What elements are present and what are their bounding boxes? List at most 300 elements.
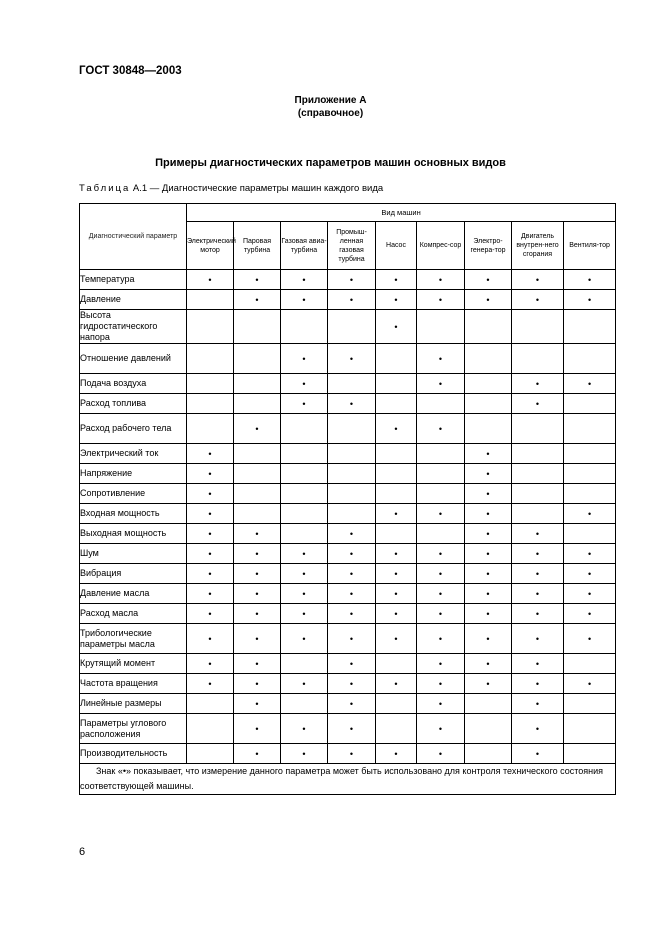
empty-cell — [234, 394, 281, 414]
empty-cell — [234, 444, 281, 464]
empty-cell — [376, 654, 417, 674]
bullet-mark: • — [438, 748, 443, 759]
bullet-mark: • — [255, 698, 259, 709]
table-row — [80, 694, 616, 714]
empty-cell — [281, 414, 328, 444]
applicable-mark-cell — [187, 544, 234, 564]
bullet-mark: • — [394, 548, 398, 559]
empty-cell — [376, 524, 417, 544]
empty-cell — [564, 414, 616, 444]
applicable-mark-cell — [564, 544, 616, 564]
empty-cell — [376, 394, 417, 414]
bullet-mark: • — [535, 274, 540, 285]
bullet-mark: • — [208, 608, 212, 619]
applicable-mark-cell — [376, 624, 417, 654]
bullet-mark: • — [349, 274, 354, 285]
applicable-mark-cell — [234, 544, 281, 564]
applicable-mark-cell — [512, 564, 564, 584]
bullet-mark: • — [486, 548, 490, 559]
applicable-mark-cell — [187, 624, 234, 654]
bullet-mark: • — [394, 678, 398, 689]
applicable-mark-cell — [281, 374, 328, 394]
applicable-mark-cell — [512, 674, 564, 694]
bullet-mark: • — [302, 274, 306, 285]
table-row — [80, 270, 616, 290]
empty-cell — [512, 344, 564, 374]
parameter-name-cell: Крутящий момент — [80, 654, 187, 674]
parameter-name-cell: Электрический ток — [80, 444, 187, 464]
applicable-mark-cell — [281, 604, 328, 624]
appendix-note: (справочное) — [297, 108, 364, 119]
empty-cell — [281, 694, 328, 714]
bullet-mark: • — [394, 568, 398, 579]
bullet-mark: • — [535, 548, 540, 559]
empty-cell — [417, 524, 465, 544]
empty-cell — [512, 310, 564, 344]
applicable-mark-cell — [512, 544, 564, 564]
bullet-mark: • — [349, 658, 354, 669]
applicable-mark-cell — [564, 674, 616, 694]
bullet-mark: • — [394, 274, 398, 285]
bullet-mark: • — [535, 608, 540, 619]
applicable-mark-cell — [234, 674, 281, 694]
applicable-mark-cell — [417, 654, 465, 674]
empty-cell — [281, 444, 328, 464]
applicable-mark-cell — [376, 744, 417, 764]
applicable-mark-cell — [234, 414, 281, 444]
bullet-mark: • — [394, 748, 398, 759]
applicable-mark-cell — [281, 744, 328, 764]
parameter-name-cell: Трибологические параметры масла — [80, 624, 187, 654]
applicable-mark-cell — [187, 654, 234, 674]
applicable-mark-cell — [234, 624, 281, 654]
applicable-mark-cell — [512, 604, 564, 624]
applicable-mark-cell — [465, 564, 512, 584]
bullet-mark: • — [302, 588, 306, 599]
bullet-mark: • — [349, 633, 354, 644]
machine-type-header: Паровая турбина — [234, 222, 281, 270]
applicable-mark-cell — [564, 584, 616, 604]
machine-type-header: Электро-генера-тор — [465, 222, 512, 270]
applicable-mark-cell — [328, 624, 376, 654]
bullet-mark: • — [349, 398, 354, 409]
applicable-mark-cell — [187, 504, 234, 524]
empty-cell — [281, 524, 328, 544]
applicable-mark-cell — [281, 564, 328, 584]
bullet-mark: • — [208, 508, 212, 519]
bullet-mark: • — [587, 508, 592, 519]
empty-cell — [564, 524, 616, 544]
empty-cell — [281, 484, 328, 504]
bullet-mark: • — [302, 378, 306, 389]
bullet-mark: • — [349, 698, 354, 709]
bullet-mark: • — [302, 548, 306, 559]
bullet-mark: • — [438, 378, 443, 389]
empty-cell — [417, 444, 465, 464]
param-column-header: Диагностический параметр — [80, 204, 187, 270]
table-row — [80, 394, 616, 414]
table-row — [80, 564, 616, 584]
applicable-mark-cell — [417, 744, 465, 764]
bullet-mark: • — [255, 528, 259, 539]
table-header — [80, 204, 616, 270]
bullet-mark: • — [535, 378, 540, 389]
applicable-mark-cell — [564, 270, 616, 290]
parameter-name-cell: Шум — [80, 544, 187, 564]
empty-cell — [564, 310, 616, 344]
empty-cell — [187, 374, 234, 394]
bullet-mark: • — [302, 398, 306, 409]
applicable-mark-cell — [376, 584, 417, 604]
machine-type-header: Двигатель внутрен-него сгорания — [512, 222, 564, 270]
applicable-mark-cell — [417, 344, 465, 374]
bullet-mark: • — [535, 698, 540, 709]
table-row — [80, 544, 616, 564]
empty-cell — [281, 654, 328, 674]
applicable-mark-cell — [234, 744, 281, 764]
parameter-name-cell: Напряжение — [80, 464, 187, 484]
table-row — [80, 374, 616, 394]
bullet-mark: • — [394, 508, 398, 519]
applicable-mark-cell — [281, 394, 328, 414]
empty-cell — [417, 464, 465, 484]
applicable-mark-cell — [512, 654, 564, 674]
appendix-title: Приложение А — [294, 95, 367, 106]
bullet-mark: • — [208, 548, 212, 559]
applicable-mark-cell — [234, 714, 281, 744]
bullet-mark: • — [587, 378, 592, 389]
bullet-mark: • — [535, 633, 540, 644]
applicable-mark-cell — [376, 270, 417, 290]
bullet-mark: • — [535, 528, 540, 539]
section-title: Примеры диагностических параметров машин основных видов — [155, 157, 506, 169]
applicable-mark-cell — [564, 374, 616, 394]
bullet-mark: • — [535, 678, 540, 689]
applicable-mark-cell — [417, 374, 465, 394]
bullet-mark: • — [486, 633, 490, 644]
applicable-mark-cell — [417, 624, 465, 654]
table-caption-text: — Диагностические параметры машин каждого вида — [149, 183, 384, 194]
bullet-mark: • — [486, 658, 490, 669]
applicable-mark-cell — [417, 564, 465, 584]
applicable-mark-cell — [465, 674, 512, 694]
table-caption-number: А.1 — [132, 183, 148, 194]
applicable-mark-cell — [376, 544, 417, 564]
applicable-mark-cell — [465, 290, 512, 310]
applicable-mark-cell — [465, 484, 512, 504]
applicable-mark-cell — [417, 414, 465, 444]
parameter-name-cell: Отношение давлений — [80, 344, 187, 374]
parameter-name-cell: Параметры углового расположения — [80, 714, 187, 744]
empty-cell — [512, 444, 564, 464]
bullet-mark: • — [486, 528, 490, 539]
applicable-mark-cell — [564, 624, 616, 654]
applicable-mark-cell — [187, 604, 234, 624]
applicable-mark-cell — [376, 310, 417, 344]
parameter-name-cell: Давление масла — [80, 584, 187, 604]
table-row — [80, 310, 616, 344]
empty-cell — [234, 484, 281, 504]
bullet-mark: • — [535, 658, 540, 669]
bullet-mark: • — [535, 748, 540, 759]
parameter-name-cell: Расход рабочего тела — [80, 414, 187, 444]
bullet-mark: • — [255, 294, 259, 305]
applicable-mark-cell — [465, 654, 512, 674]
parameter-name-cell: Температура — [80, 270, 187, 290]
applicable-mark-cell — [328, 394, 376, 414]
bullet-mark: • — [208, 488, 212, 499]
applicable-mark-cell — [187, 464, 234, 484]
bullet-mark: • — [302, 678, 306, 689]
bullet-mark: • — [438, 548, 443, 559]
table-row — [80, 484, 616, 504]
empty-cell — [187, 694, 234, 714]
document-code: ГОСТ 30848—2003 — [79, 65, 182, 77]
bullet-mark: • — [255, 568, 259, 579]
bullet-mark: • — [438, 678, 443, 689]
bullet-mark: • — [486, 608, 490, 619]
bullet-mark: • — [208, 633, 212, 644]
bullet-mark: • — [255, 274, 259, 285]
bullet-mark: • — [438, 723, 443, 734]
bullet-mark: • — [535, 588, 540, 599]
empty-cell — [187, 414, 234, 444]
empty-cell — [512, 504, 564, 524]
bullet-mark: • — [486, 588, 490, 599]
bullet-mark: • — [587, 608, 592, 619]
empty-cell — [376, 344, 417, 374]
empty-cell — [465, 394, 512, 414]
bullet-mark: • — [255, 748, 259, 759]
empty-cell — [564, 484, 616, 504]
table-row — [80, 464, 616, 484]
parameter-name-cell: Расход топлива — [80, 394, 187, 414]
bullet-mark: • — [486, 448, 490, 459]
bullet-mark: • — [255, 633, 259, 644]
machine-type-group-header: Вид машин — [187, 204, 616, 222]
applicable-mark-cell — [417, 694, 465, 714]
bullet-mark: • — [394, 294, 398, 305]
bullet-mark: • — [438, 508, 443, 519]
parameter-name-cell: Сопротивление — [80, 484, 187, 504]
bullet-mark: • — [394, 633, 398, 644]
bullet-mark: • — [486, 294, 490, 305]
table-row — [80, 344, 616, 374]
applicable-mark-cell — [234, 270, 281, 290]
bullet-mark: • — [349, 588, 354, 599]
empty-cell — [465, 694, 512, 714]
bullet-mark: • — [302, 633, 306, 644]
bullet-mark: • — [302, 568, 306, 579]
table-caption — [79, 183, 383, 194]
machine-type-header: Насос — [376, 222, 417, 270]
bullet-mark: • — [349, 678, 354, 689]
bullet-mark: • — [587, 588, 592, 599]
table-row — [80, 290, 616, 310]
bullet-mark: • — [255, 678, 259, 689]
applicable-mark-cell — [281, 674, 328, 694]
page-number: 6 — [79, 846, 86, 858]
empty-cell — [512, 414, 564, 444]
empty-cell — [234, 464, 281, 484]
empty-cell — [187, 744, 234, 764]
applicable-mark-cell — [328, 564, 376, 584]
bullet-mark: • — [587, 633, 592, 644]
applicable-mark-cell — [234, 524, 281, 544]
empty-cell — [281, 464, 328, 484]
empty-cell — [376, 374, 417, 394]
table-row — [80, 524, 616, 544]
table-row — [80, 414, 616, 444]
applicable-mark-cell — [512, 524, 564, 544]
empty-cell — [234, 374, 281, 394]
table-row — [80, 674, 616, 694]
applicable-mark-cell — [281, 544, 328, 564]
empty-cell — [564, 444, 616, 464]
empty-cell — [564, 694, 616, 714]
bullet-mark: • — [349, 608, 354, 619]
bullet-mark: • — [438, 698, 443, 709]
bullet-mark: • — [349, 723, 354, 734]
applicable-mark-cell — [417, 544, 465, 564]
empty-cell — [465, 414, 512, 444]
applicable-mark-cell — [234, 604, 281, 624]
applicable-mark-cell — [328, 714, 376, 744]
machine-type-header: Компрес-сор — [417, 222, 465, 270]
machine-type-header: Вентиля-тор — [564, 222, 616, 270]
applicable-mark-cell — [465, 544, 512, 564]
applicable-mark-cell — [417, 584, 465, 604]
applicable-mark-cell — [328, 654, 376, 674]
empty-cell — [564, 714, 616, 744]
parameter-name-cell: Входная мощность — [80, 504, 187, 524]
applicable-mark-cell — [465, 504, 512, 524]
empty-cell — [328, 310, 376, 344]
applicable-mark-cell — [328, 584, 376, 604]
applicable-mark-cell — [512, 290, 564, 310]
empty-cell — [465, 344, 512, 374]
parameter-name-cell: Частота вращения — [80, 674, 187, 694]
empty-cell — [234, 310, 281, 344]
table-row — [80, 624, 616, 654]
applicable-mark-cell — [417, 270, 465, 290]
bullet-mark: • — [394, 321, 398, 332]
empty-cell — [376, 484, 417, 504]
empty-cell — [564, 344, 616, 374]
applicable-mark-cell — [376, 290, 417, 310]
bullet-mark: • — [535, 294, 540, 305]
applicable-mark-cell — [376, 564, 417, 584]
bullet-mark: • — [438, 353, 443, 364]
empty-cell — [187, 290, 234, 310]
empty-cell — [512, 484, 564, 504]
parameter-name-cell: Расход масла — [80, 604, 187, 624]
bullet-mark: • — [208, 448, 212, 459]
bullet-mark: • — [349, 748, 354, 759]
applicable-mark-cell — [417, 674, 465, 694]
empty-cell — [328, 374, 376, 394]
applicable-mark-cell — [328, 290, 376, 310]
bullet-mark: • — [486, 508, 490, 519]
applicable-mark-cell — [376, 414, 417, 444]
bullet-mark: • — [394, 588, 398, 599]
table-row — [80, 584, 616, 604]
empty-cell — [417, 484, 465, 504]
applicable-mark-cell — [417, 604, 465, 624]
applicable-mark-cell — [376, 604, 417, 624]
applicable-mark-cell — [328, 344, 376, 374]
bullet-mark: • — [438, 588, 443, 599]
applicable-mark-cell — [187, 564, 234, 584]
applicable-mark-cell — [564, 604, 616, 624]
applicable-mark-cell — [564, 504, 616, 524]
empty-cell — [328, 504, 376, 524]
applicable-mark-cell — [465, 270, 512, 290]
note-row — [80, 764, 616, 795]
applicable-mark-cell — [512, 744, 564, 764]
parameter-name-cell: Вибрация — [80, 564, 187, 584]
applicable-mark-cell — [234, 584, 281, 604]
applicable-mark-cell — [376, 674, 417, 694]
bullet-mark: • — [302, 748, 306, 759]
table-row — [80, 444, 616, 464]
table-row — [80, 714, 616, 744]
applicable-mark-cell — [328, 694, 376, 714]
bullet-mark: • — [587, 568, 592, 579]
table-row — [80, 504, 616, 524]
bullet-mark: • — [349, 528, 354, 539]
applicable-mark-cell — [465, 624, 512, 654]
parameter-name-cell: Производительность — [80, 744, 187, 764]
bullet-mark: • — [486, 468, 490, 479]
empty-cell — [512, 464, 564, 484]
applicable-mark-cell — [187, 674, 234, 694]
bullet-mark: • — [302, 353, 306, 364]
empty-cell — [187, 394, 234, 414]
bullet-mark: • — [587, 548, 592, 559]
applicable-mark-cell — [328, 544, 376, 564]
table-row — [80, 654, 616, 674]
applicable-mark-cell — [281, 290, 328, 310]
empty-cell — [328, 464, 376, 484]
bullet-mark: • — [208, 588, 212, 599]
empty-cell — [465, 714, 512, 744]
bullet-mark: • — [208, 528, 212, 539]
empty-cell — [465, 310, 512, 344]
bullet-mark: • — [255, 588, 259, 599]
table-note: Знак «•» показывает, что измерение данного параметра может быть использовано для контроля технического состояния соответствующей машины. — [80, 764, 616, 795]
applicable-mark-cell — [187, 584, 234, 604]
applicable-mark-cell — [564, 564, 616, 584]
bullet-mark: • — [349, 353, 354, 364]
applicable-mark-cell — [328, 604, 376, 624]
bullet-mark: • — [394, 423, 398, 434]
applicable-mark-cell — [281, 714, 328, 744]
bullet-mark: • — [587, 678, 592, 689]
empty-cell — [234, 344, 281, 374]
applicable-mark-cell — [465, 584, 512, 604]
empty-cell — [417, 394, 465, 414]
applicable-mark-cell — [187, 484, 234, 504]
applicable-mark-cell — [465, 604, 512, 624]
empty-cell — [187, 344, 234, 374]
bullet-mark: • — [587, 294, 592, 305]
bullet-mark: • — [438, 274, 443, 285]
empty-cell — [234, 504, 281, 524]
applicable-mark-cell — [512, 694, 564, 714]
bullet-mark: • — [438, 423, 443, 434]
machine-type-header: Промыш-ленная газовая турбина — [328, 222, 376, 270]
